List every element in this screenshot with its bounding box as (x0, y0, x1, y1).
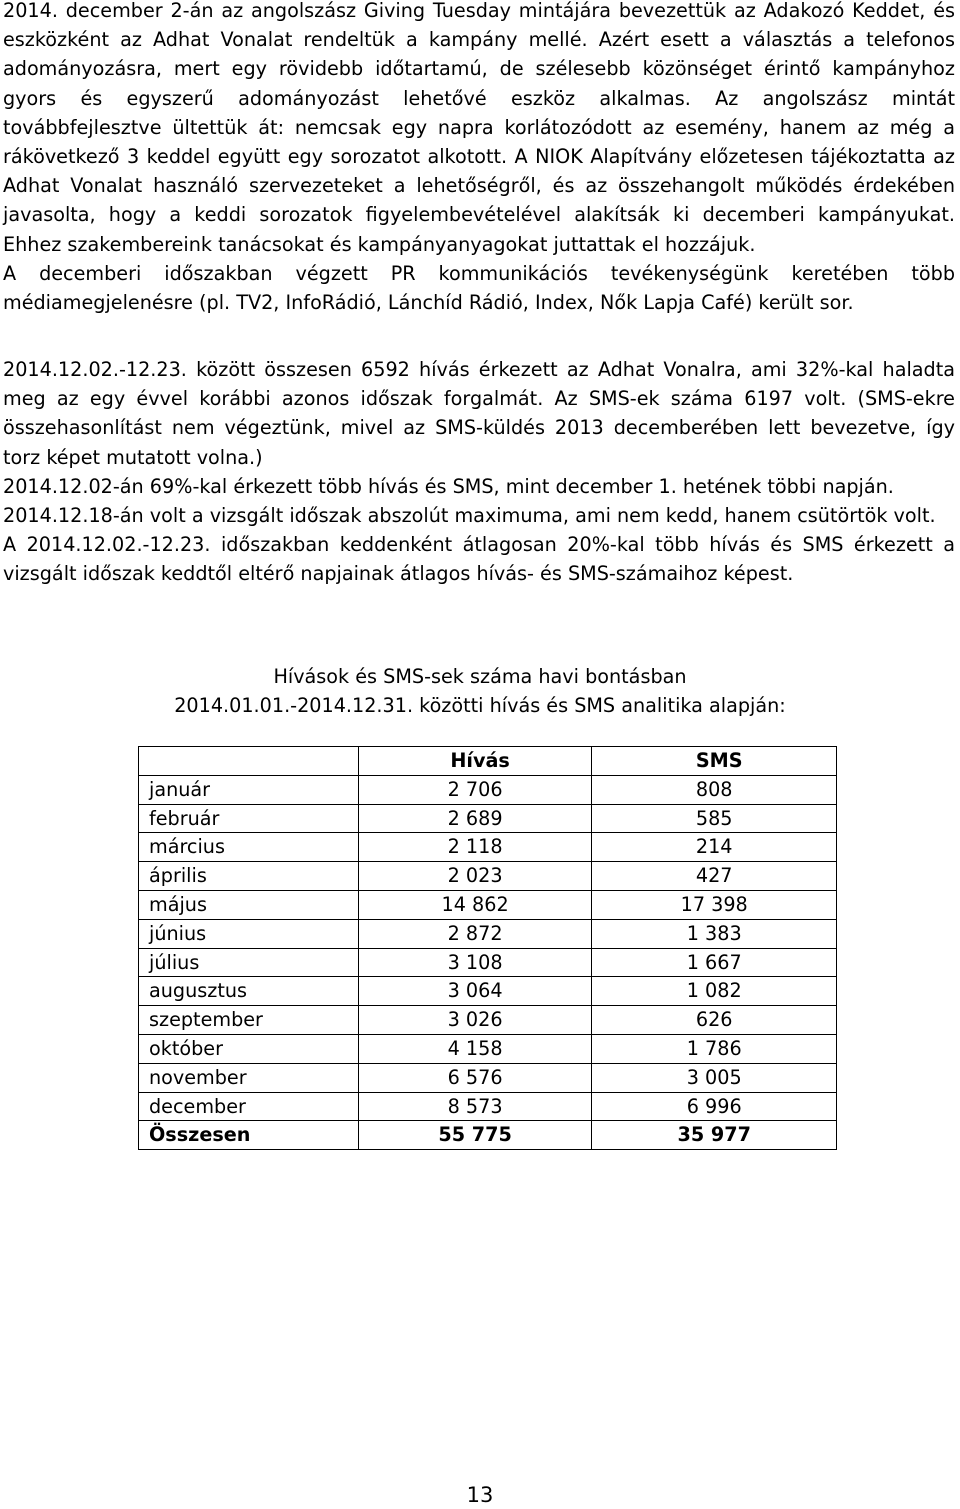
intro-text (3, 0, 955, 317)
month-cell: június (139, 919, 359, 948)
calls-cell: 2 706 (358, 775, 592, 804)
table-row (139, 977, 837, 1006)
calls-cell: 2 023 (358, 862, 592, 891)
calls-cell: 3 026 (358, 1006, 592, 1035)
calls-cell: 2 872 (358, 919, 592, 948)
monthly-stats-table (138, 746, 837, 1150)
table-row (139, 948, 837, 977)
paragraph-pr: A decemberi időszakban végzett PR kommunikációs tevékenységünk keretében több médiamegjelenésre (pl. TV2, InfoRádió, Lánchíd Rádió, Index, Nők Lapja Café) került sor. (3, 261, 955, 315)
month-cell: november (139, 1063, 359, 1092)
table-row (139, 804, 837, 833)
calls-cell: 14 862 (358, 890, 592, 919)
month-cell: december (139, 1092, 359, 1121)
table-row (139, 833, 837, 862)
table-row (139, 1006, 837, 1035)
sms-cell: 1 667 (592, 948, 837, 977)
table-subtitle: 2014.01.01.-2014.12.31. közötti hívás és SMS analitika alapján: (174, 694, 786, 717)
sms-cell: 626 (592, 1006, 837, 1035)
sms-cell: 1 786 (592, 1034, 837, 1063)
header-month (139, 747, 359, 776)
calls-cell: 4 158 (358, 1034, 592, 1063)
month-cell: február (139, 804, 359, 833)
calls-cell: 3 108 (358, 948, 592, 977)
table-row (139, 1063, 837, 1092)
table-row (139, 919, 837, 948)
total-calls: 55 775 (358, 1121, 592, 1150)
calls-cell: 8 573 (358, 1092, 592, 1121)
paragraph-call-summary: 2014.12.02.-12.23. között összesen 6592 hívás érkezett az Adhat Vonalra, ami 32%-kal haladta meg az egy évvel korábbi azonos időszak forgalmát. Az SMS-ek száma 6197 volt. (SMS-ekre összehasonlítást nem végeztünk, mivel az SMS-küldés 2013 decemberében lett bevezetve, így torz képet mutatott volna.) (3, 358, 955, 469)
table-total-row (139, 1121, 837, 1150)
table-row (139, 890, 837, 919)
sms-cell: 808 (592, 775, 837, 804)
sms-cell: 17 398 (592, 890, 837, 919)
sms-cell: 3 005 (592, 1063, 837, 1092)
header-calls: Hívás (358, 747, 592, 776)
month-cell: október (139, 1034, 359, 1063)
month-cell: július (139, 948, 359, 977)
month-cell: április (139, 862, 359, 891)
paragraph-dec2: 2014.12.02-án 69%-kal érkezett több hívás és SMS, mint december 1. hetének többi napján. (3, 474, 894, 498)
table-header-row (139, 747, 837, 776)
statistics-text (3, 355, 955, 589)
table-row (139, 1092, 837, 1121)
page-number: 13 (466, 1483, 494, 1507)
paragraph-adakozo-kedd: 2014. december 2-án az angolszász Giving Tuesday mintájára bevezettük az Adakozó Keddet, és eszközként az Adhat Vonalat rendeltük a kampány mellé. Azért esett a választás a telefonos adományozásra, mert egy rövidebb időtartamú, de szélesebb közönséget érintő kampányhoz gyors és egyszerű adományozást lehetővé eszköz alkalmas. Az angolszász mintát továbbfejlesztve ültettük át: nemcsak egy napra korlátozódott az esemény, hanem az még a rákövetkező 3 keddel együtt egy sorozatot alkotott. A NIOK Alapítvány előzetesen tájékoztatta az Adhat Vonalat használó szervezeteket a lehetőségről, és az összehangolt működés érdekében javasolta, hogy a keddi sorozatok figyelembevételével alakítsák ki decemberi kampányukat. Ehhez szakembereink tanácsokat és kampányanyagokat juttattak el hozzájuk. (3, 0, 955, 256)
total-sms: 35 977 (592, 1121, 837, 1150)
sms-cell: 427 (592, 862, 837, 891)
calls-cell: 2 689 (358, 804, 592, 833)
sms-cell: 1 383 (592, 919, 837, 948)
total-label: Összesen (139, 1121, 359, 1150)
month-cell: szeptember (139, 1006, 359, 1035)
sms-cell: 585 (592, 804, 837, 833)
table-row (139, 862, 837, 891)
table-row (139, 775, 837, 804)
table-title: Hívások és SMS-sek száma havi bontásban (273, 665, 687, 688)
header-sms: SMS (592, 747, 837, 776)
paragraph-tuesday-average: A 2014.12.02.-12.23. időszakban keddenként átlagosan 20%-kal több hívás és SMS érkezett a vizsgált időszak keddtől eltérő napjainak átlagos hívás- és SMS-számaihoz képest. (3, 533, 955, 586)
sms-cell: 214 (592, 833, 837, 862)
month-cell: május (139, 890, 359, 919)
calls-cell: 2 118 (358, 833, 592, 862)
sms-cell: 1 082 (592, 977, 837, 1006)
paragraph-dec18: 2014.12.18-án volt a vizsgált időszak abszolút maximuma, ami nem kedd, hanem csütörtök volt. (3, 504, 936, 528)
table-row (139, 1034, 837, 1063)
month-cell: március (139, 833, 359, 862)
calls-cell: 6 576 (358, 1063, 592, 1092)
month-cell: augusztus (139, 977, 359, 1006)
calls-cell: 3 064 (358, 977, 592, 1006)
sms-cell: 6 996 (592, 1092, 837, 1121)
month-cell: január (139, 775, 359, 804)
